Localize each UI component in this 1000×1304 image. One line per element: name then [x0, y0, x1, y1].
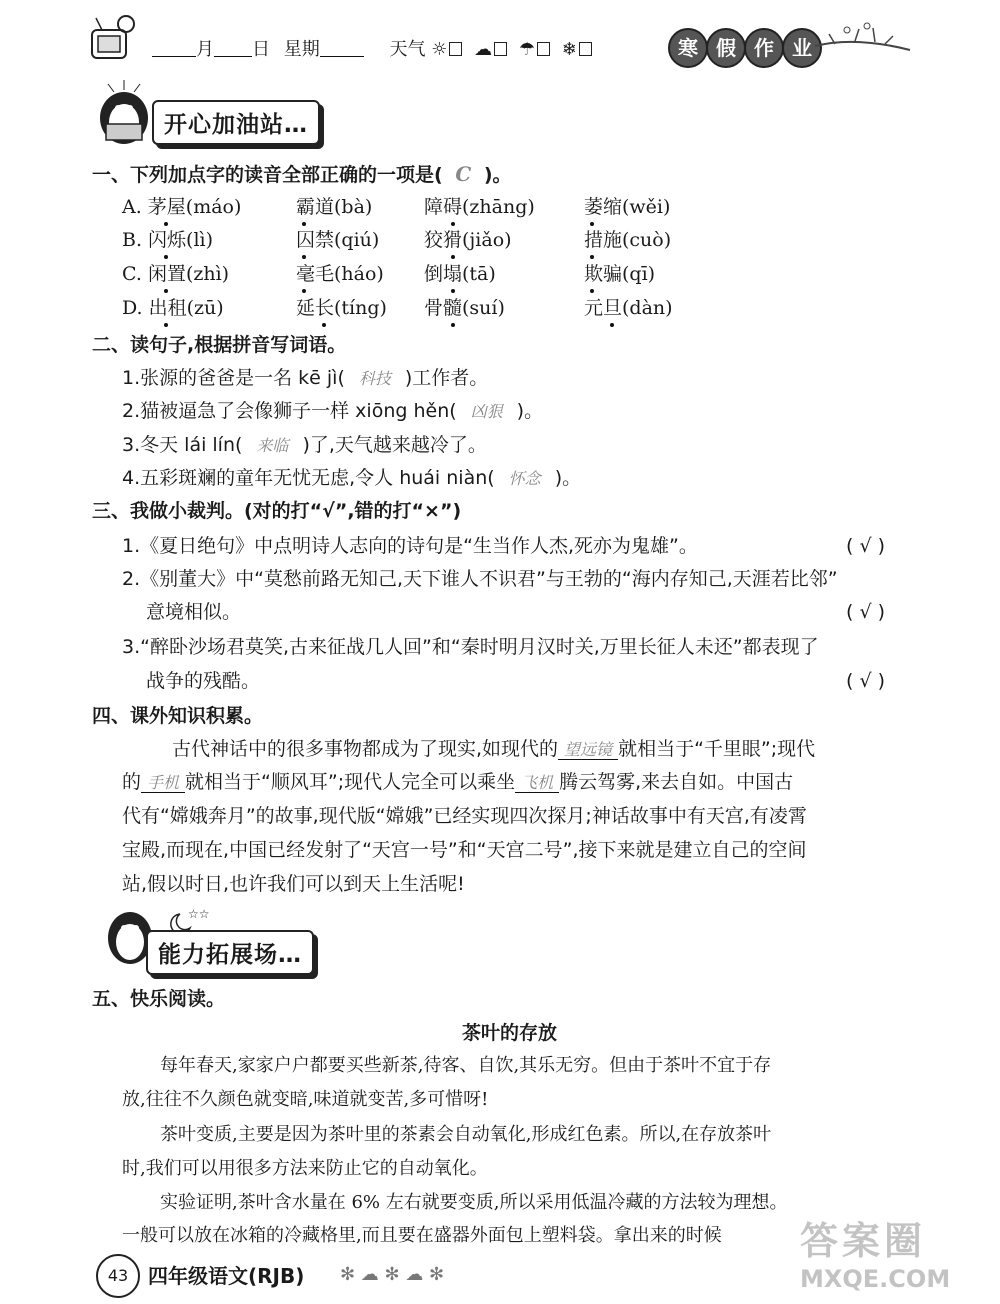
q4-title: 四、课外知识积累。 [92, 705, 264, 727]
branch-icon [815, 16, 915, 64]
article-line: 放,往往不久颜色就变暗,味道就变苦,多可惜呀! [122, 1089, 489, 1110]
q3-title: 三、我做小裁判。(对的打“√”,错的打“×”) [92, 500, 462, 522]
emphasis-dot [590, 222, 594, 226]
emphasis-dot [302, 255, 306, 259]
month-label: 月 [196, 39, 214, 60]
snow-icon[interactable]: ❄ [561, 39, 577, 60]
emphasis-dot [164, 323, 168, 327]
q3-statement: 2.《别董大》中“莫愁前路无知己,天下谁人不识君”与王勃的“海内存知己,天涯若比邻” [122, 568, 838, 590]
emphasis-dot [451, 222, 455, 226]
q3-mark: ( √ ) [846, 535, 886, 557]
q1-option-cell: 毫毛(háo) [296, 263, 384, 285]
penguin-reading-icon [88, 78, 158, 146]
q1-option-cell: A. 茅屋(máo) [122, 196, 242, 218]
q1-option-cell: 囚禁(qiú) [296, 229, 380, 251]
page-number: 43 [107, 1266, 129, 1285]
article-line: 时,我们可以用很多方法来防止它的自动氧化。 [122, 1158, 488, 1179]
q2-title: 二、读句子,根据拼音写词语。 [92, 334, 347, 356]
q5-title: 五、快乐阅读。 [92, 988, 226, 1010]
q1-option-cell: 元旦(dàn) [584, 297, 673, 319]
emphasis-dot [610, 323, 614, 327]
q2-item: 2.猫被逼急了会像狮子一样 xiōng hěn( 凶狠 )。 [122, 400, 544, 422]
badge-char: 作 [744, 28, 784, 68]
page-number-badge [96, 1254, 140, 1298]
q1-option-cell: D. 出租(zū) [122, 297, 224, 319]
q2-answer: 凶狠 [470, 402, 503, 421]
watermark-text: 答案圈 [800, 1219, 927, 1263]
emphasis-dot [302, 222, 306, 226]
q2-item: 3.冬天 lái lín( 来临 )了,天气越来越冷了。 [122, 434, 487, 456]
header-decoration [88, 14, 140, 62]
article-line: 每年春天,家家户户都要买些新茶,待客、自饮,其乐无穷。但由于茶叶不宜于存 [160, 1055, 772, 1076]
watermark-url: MXQE.COM [800, 1265, 951, 1293]
emphasis-dot [451, 323, 455, 327]
q2-answer: 科技 [358, 369, 391, 388]
emphasis-dot [451, 255, 455, 259]
section-title-happy: 开心加油站… [152, 100, 320, 145]
section-title-expand: 能力拓展场… [146, 930, 314, 975]
day-label: 日 [252, 39, 270, 60]
q1-title: 一、下列加点字的读音全部正确的一项是( C )。 [92, 162, 512, 186]
watermark-logo [800, 1210, 990, 1300]
badge-char: 业 [782, 28, 822, 68]
q4-line: 的 手机 就相当于“顺风耳”;现代人完全可以乘坐 飞机 腾云驾雾,来去自如。中国古 [122, 771, 794, 793]
emphasis-dot [164, 222, 168, 226]
emphasis-dot [322, 323, 326, 327]
q1-answer: C [455, 162, 472, 186]
q2-answer: 怀念 [508, 469, 541, 488]
q4-answer: 飞机 [515, 773, 559, 793]
q1-option-cell: 延长(tíng) [296, 297, 387, 319]
q1-option-cell: 萎缩(wěi) [584, 196, 671, 218]
emphasis-dot [164, 255, 168, 259]
article-line: 一般可以放在冰箱的冷藏格里,而且要在盛器外面包上塑料袋。拿出来的时候 [122, 1225, 722, 1246]
article-title: 茶叶的存放 [462, 1022, 558, 1044]
emphasis-dot [590, 289, 594, 293]
weekday-label: 星期 [283, 39, 320, 60]
q1-option-cell: 障碍(zhāng) [424, 196, 535, 218]
q1-option-cell: 霸道(bà) [296, 196, 373, 218]
badge-char: 寒 [668, 28, 708, 68]
q1-option-cell: 倒塌(tā) [424, 263, 496, 285]
q4-answer: 手机 [141, 773, 185, 793]
cloud-icon[interactable]: ☁ [474, 39, 493, 60]
q3-statement: 3.“醉卧沙场君莫笑,古来征战几人回”和“秦时明月汉时关,万里长征人未还”都表现了 [122, 636, 819, 658]
date-line [152, 41, 592, 59]
q2-item: 1.张源的爸爸是一名 kē jì( 科技 )工作者。 [122, 367, 489, 389]
q1-option-cell: B. 闪烁(lì) [122, 229, 214, 251]
q1-option-cell: 措施(cuò) [584, 229, 672, 251]
badge-char: 假 [706, 28, 746, 68]
q4-line: 宝殿,而现在,中国已经发射了“天宫一号”和“天宫二号”,接下来就是建立自己的空间 [122, 839, 807, 861]
q4-line: 站,假以时日,也许我们可以到天上生活呢! [122, 873, 465, 895]
footer-decoration: ✻ ☁ ✻ ☁ ✻ [340, 1264, 445, 1285]
article-line: 茶叶变质,主要是因为茶叶里的茶素会自动氧化,形成红色素。所以,在存放茶叶 [160, 1124, 772, 1145]
tv-kid-icon [88, 14, 140, 62]
q1-option-cell: 骨髓(suí) [424, 297, 505, 319]
q1-option-cell: 狡猾(jiǎo) [424, 229, 512, 251]
sun-icon[interactable]: ☼ [431, 39, 448, 60]
q3-statement: 意境相似。 [146, 601, 242, 623]
q2-item: 4.五彩斑斓的童年无忧无虑,令人 huái niàn( 怀念 )。 [122, 467, 582, 489]
rain-icon[interactable]: ☂ [518, 39, 535, 60]
svg-text:☆☆: ☆☆ [188, 907, 210, 921]
emphasis-dot [302, 289, 306, 293]
q4-answer: 望远镜 [558, 740, 618, 760]
q2-answer: 来临 [256, 436, 289, 455]
q3-statement: 战争的残酷。 [146, 670, 261, 692]
article-line: 实验证明,茶叶含水量在 6% 左右就要变质,所以采用低温冷藏的方法较为理想。 [160, 1192, 788, 1213]
q4-line: 代有“嫦娥奔月”的故事,现代版“嫦娥”已经实现四次探月;神话故事中有天宫,有凌霄 [122, 805, 807, 827]
q3-statement: 1.《夏日绝句》中点明诗人志向的诗句是“生当作人杰,死亦为鬼雄”。 [122, 535, 698, 557]
emphasis-dot [164, 289, 168, 293]
q1-option-cell: 欺骗(qī) [584, 263, 656, 285]
q3-mark: ( √ ) [846, 601, 886, 623]
q3-mark: ( √ ) [846, 670, 886, 692]
q1-option-cell: C. 闲置(zhì) [122, 263, 230, 285]
emphasis-dot [451, 289, 455, 293]
book-label: 四年级语文(RJB) [148, 1264, 305, 1288]
emphasis-dot [590, 255, 594, 259]
weather-label: 天气 [389, 39, 426, 60]
q4-line: 古代神话中的很多事物都成为了现实,如现代的 望远镜 就相当于“千里眼”;现代 [172, 738, 816, 760]
